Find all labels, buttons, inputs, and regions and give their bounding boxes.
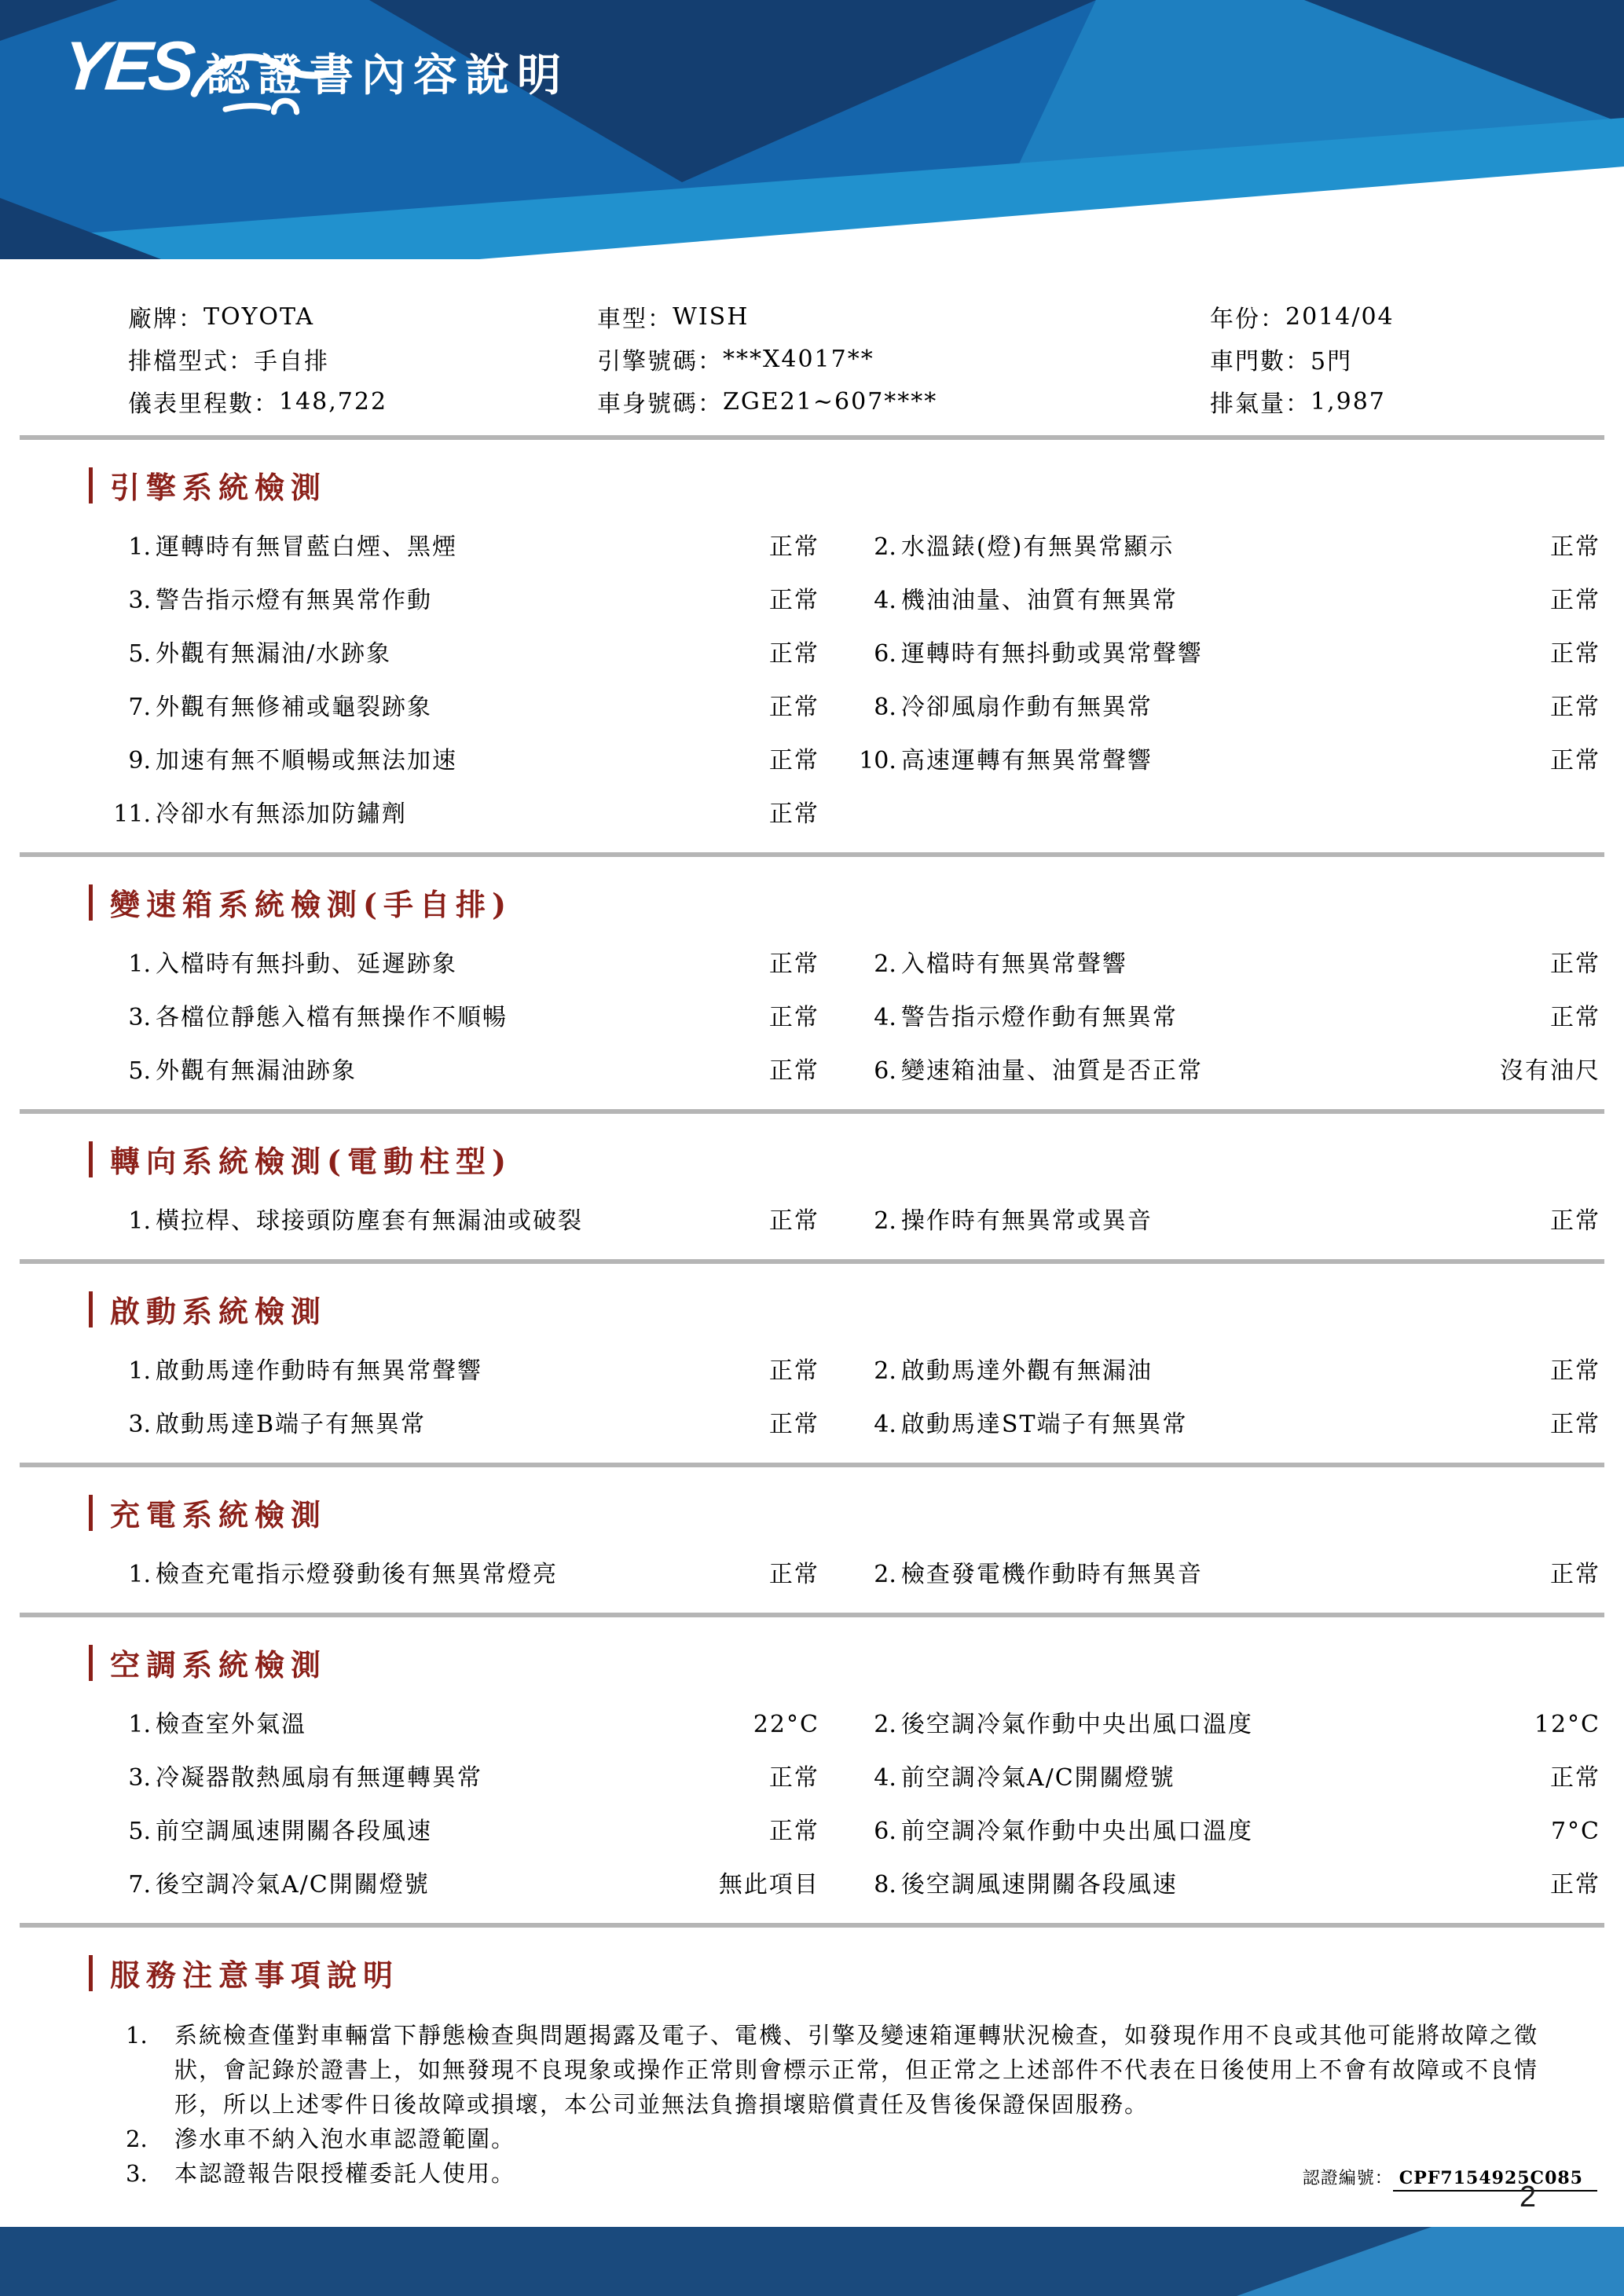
item-result: 正常: [768, 747, 819, 774]
section-items: [0, 1331, 1624, 1439]
section-title: 變速箱系統檢測(手自排): [110, 887, 512, 922]
inspection-item: [856, 533, 1600, 562]
item-label: 檢查室外氣溫: [156, 1711, 306, 1738]
inspection-sections: [0, 463, 1624, 1928]
inspection-item: [856, 1764, 1600, 1792]
item-number: 1.: [128, 1561, 151, 1588]
item-label: 警告指示燈有無異常作動: [156, 587, 432, 614]
section-divider: [20, 1613, 1604, 1617]
item-label: 檢查發電機作動時有無異音: [900, 1561, 1203, 1588]
notes-section-header: [0, 1951, 1624, 1994]
item-label: 入檔時有無抖動、延遲跡象: [156, 950, 457, 978]
item-label: 前空調冷氣A/C開關燈號: [900, 1764, 1175, 1792]
item-number: 8.: [874, 1871, 896, 1899]
info-field-mileage: 儀表里程數： 148,722: [128, 387, 388, 418]
item-number: 4.: [874, 587, 896, 614]
inspection-item: [110, 1357, 819, 1386]
item-label: 橫拉桿、球接頭防塵套有無漏油或破裂: [156, 1207, 583, 1235]
section-title: 啟動系統檢測: [110, 1294, 328, 1329]
item-label: 前空調風速開關各段風速: [156, 1818, 432, 1845]
item-result: 正常: [1550, 1871, 1600, 1899]
section-title-bar: [89, 1141, 93, 1177]
inspection-item: [856, 1057, 1600, 1086]
item-number: 2.: [874, 950, 896, 978]
item-number: 2.: [874, 533, 896, 561]
section-divider: [20, 852, 1604, 857]
item-result: 正常: [768, 1818, 819, 1845]
inspection-item: [856, 950, 1600, 979]
inspection-item: [110, 1207, 819, 1236]
item-result: 正常: [1550, 1764, 1600, 1792]
item-number: 4.: [874, 1004, 896, 1031]
section-divider: [20, 1109, 1604, 1114]
item-label: 檢查充電指示燈發動後有無異常燈亮: [156, 1561, 558, 1588]
section-title-bar: [89, 1645, 93, 1681]
item-result: 正常: [1550, 747, 1600, 774]
item-label: 外觀有無漏油跡象: [156, 1057, 357, 1085]
inspection-item: [856, 1711, 1600, 1739]
inspection-item: [856, 1871, 1600, 1899]
note-text: 系統檢查僅對車輛當下靜態檢查與問題揭露及電子、電機、引擎及變速箱運轉狀況檢查，如發現作用不良或其他可能將故障之徵狀，會記錄於證書上，如無發現不良現象或操作正常則會標示正常，但正常之上述部件不代表在日後使用上不會有故障或不良情形，所以上述零件日後故障或損壞，本公司並無法負擔損壞賠償責任及售後保證保固服務。: [174, 2022, 1539, 2118]
section-title-bar: [89, 467, 93, 504]
inspection-item: [856, 1411, 1600, 1439]
item-result: 正常: [768, 1411, 819, 1438]
note-item: [126, 2018, 1577, 2122]
item-number: 4.: [874, 1411, 896, 1438]
info-field-displacement: 排氣量： 1,987: [1210, 387, 1386, 418]
info-field-model: 車型： WISH: [597, 302, 750, 333]
item-label: 啟動馬達外觀有無漏油: [900, 1357, 1153, 1385]
section-header: [0, 1137, 1624, 1181]
info-field-brand: 廠牌： TOYOTA: [128, 302, 315, 333]
item-label: 外觀有無修補或龜裂跡象: [156, 694, 432, 721]
section-title: 空調系統檢測: [110, 1647, 328, 1683]
item-number: 5.: [128, 1057, 151, 1085]
inspection-item: [856, 1004, 1600, 1032]
item-number: 4.: [874, 1764, 896, 1792]
item-result: 正常: [1550, 533, 1600, 561]
info-field-doors: 車門數： 5門: [1210, 348, 1353, 375]
item-result: 正常: [768, 640, 819, 668]
section-header: [0, 463, 1624, 507]
item-result: 12°C: [1534, 1711, 1600, 1738]
item-number: 6.: [874, 640, 896, 668]
inspection-item: [110, 640, 819, 668]
item-label: 後空調冷氣A/C開關燈號: [156, 1871, 430, 1899]
item-result: 正常: [768, 1764, 819, 1792]
item-result: 正常: [1550, 1004, 1600, 1031]
yes-logo-text: YES: [58, 27, 196, 104]
item-number: 1.: [128, 533, 151, 561]
inspection-section: [0, 1137, 1624, 1264]
certificate-number: [1303, 2165, 1597, 2189]
inspection-item: [110, 1004, 819, 1032]
inspection-item: [110, 1711, 819, 1739]
section-header: [0, 1491, 1624, 1534]
item-number: 1.: [128, 1357, 151, 1385]
certificate-number-label: 認證編號：: [1302, 2169, 1393, 2188]
inspection-item: [110, 800, 819, 829]
section-divider: [20, 1923, 1604, 1928]
section-items: [0, 1534, 1624, 1589]
item-label: 啟動馬達ST端子有無異常: [900, 1411, 1188, 1438]
item-label: 冷卻風扇作動有無異常: [900, 694, 1153, 721]
item-number: 9.: [128, 747, 151, 774]
item-number: 3.: [128, 1004, 151, 1031]
item-result: 正常: [1550, 694, 1600, 721]
item-label: 冷卻水有無添加防鏽劑: [156, 800, 407, 828]
item-result: 正常: [768, 800, 819, 828]
inspection-item: [110, 747, 819, 775]
inspection-section: [0, 1641, 1624, 1928]
item-number: 5.: [128, 1818, 151, 1845]
item-result: 正常: [768, 1057, 819, 1085]
inspection-item: [856, 1818, 1600, 1846]
info-field-vin: 車身號碼： ZGE21~607****: [597, 387, 938, 418]
inspection-item: [110, 694, 819, 722]
item-label: 冷凝器散熱風扇有無運轉異常: [156, 1764, 482, 1792]
page-title: 認證書內容說明: [206, 50, 569, 100]
item-result: 7°C: [1550, 1818, 1600, 1845]
item-label: 水溫錶(燈)有無異常顯示: [900, 533, 1175, 561]
section-items: [0, 1181, 1624, 1236]
info-field-gearbox: 排檔型式： 手自排: [128, 348, 329, 375]
item-result: 正常: [768, 950, 819, 978]
inspection-section: [0, 881, 1624, 1114]
item-result: 沒有油尺: [1500, 1057, 1600, 1085]
item-label: 後空調冷氣作動中央出風口溫度: [900, 1711, 1253, 1738]
item-number: 2.: [874, 1711, 896, 1738]
item-result: 正常: [1550, 1357, 1600, 1385]
item-number: 7.: [128, 694, 151, 721]
item-number: 7.: [128, 1871, 151, 1899]
item-number: 2.: [874, 1207, 896, 1235]
inspection-item: [110, 1057, 819, 1086]
item-result: 正常: [768, 533, 819, 561]
note-item: [126, 2122, 1577, 2156]
note-number: 2.: [126, 2126, 148, 2152]
notes-section-title: 服務注意事項說明: [110, 1957, 400, 1993]
note-text: 本認證報告限授權委託人使用。: [174, 2160, 516, 2187]
item-result: 正常: [1550, 950, 1600, 978]
inspection-item: [110, 587, 819, 615]
section-header: [0, 1287, 1624, 1331]
item-number: 2.: [874, 1357, 896, 1385]
item-label: 操作時有無異常或異音: [900, 1207, 1153, 1235]
section-items: [0, 1684, 1624, 1899]
item-label: 後空調風速開關各段風速: [900, 1871, 1178, 1899]
item-number: 8.: [874, 694, 896, 721]
item-number: 6.: [874, 1818, 896, 1845]
section-header: [0, 1641, 1624, 1684]
inspection-section: [0, 1491, 1624, 1617]
item-number: 5.: [128, 640, 151, 668]
info-divider: [20, 435, 1604, 440]
page-number: 2: [1519, 2181, 1536, 2214]
inspection-section: [0, 1287, 1624, 1467]
item-result: 正常: [1550, 1561, 1600, 1588]
inspection-item: [110, 533, 819, 562]
item-label: 啟動馬達B端子有無異常: [156, 1411, 427, 1438]
inspection-section: [0, 463, 1624, 857]
inspection-item: [110, 1871, 819, 1899]
item-label: 警告指示燈作動有無異常: [900, 1004, 1178, 1031]
note-number: 1.: [126, 2022, 148, 2049]
item-result: 正常: [1550, 1411, 1600, 1438]
inspection-item: [856, 587, 1600, 615]
item-number: 6.: [874, 1057, 896, 1085]
inspection-item: [856, 694, 1600, 722]
inspection-item: [856, 640, 1600, 668]
item-result: 正常: [1550, 587, 1600, 614]
section-title-bar: [89, 884, 93, 921]
section-items: [0, 507, 1624, 829]
item-result: 22°C: [753, 1711, 819, 1738]
inspection-item: [856, 1561, 1600, 1589]
item-result: 正常: [768, 1004, 819, 1031]
item-label: 高速運轉有無異常聲響: [900, 747, 1153, 774]
section-title: 引擎系統檢測: [110, 470, 328, 505]
section-title: 轉向系統檢測(電動柱型): [110, 1144, 512, 1179]
item-number: 3.: [128, 1411, 151, 1438]
item-label: 變速箱油量、油質是否正常: [900, 1057, 1203, 1085]
inspection-item: [110, 1764, 819, 1792]
item-label: 加速有無不順暢或無法加速: [156, 747, 457, 774]
info-field-year: 年份： 2014/04: [1210, 302, 1395, 333]
section-title: 充電系統檢測: [110, 1497, 328, 1532]
item-label: 運轉時有無抖動或異常聲響: [900, 640, 1203, 668]
item-label: 各檔位靜態入檔有無操作不順暢: [156, 1004, 508, 1031]
item-label: 運轉時有無冒藍白煙、黑煙: [156, 533, 457, 561]
item-result: 無此項目: [718, 1871, 819, 1899]
footer-band: [0, 2227, 1624, 2296]
section-title-bar: [89, 1291, 93, 1327]
item-number: 3.: [128, 1764, 151, 1792]
item-label: 前空調冷氣作動中央出風口溫度: [900, 1818, 1253, 1845]
notes-section: [0, 1951, 1624, 2191]
section-title-bar: [89, 1955, 93, 1991]
item-number: 11.: [113, 800, 151, 828]
inspection-item: [856, 747, 1600, 775]
item-number: 2.: [874, 1561, 896, 1588]
item-result: 正常: [768, 587, 819, 614]
item-result: 正常: [768, 1561, 819, 1588]
inspection-item: [110, 1411, 819, 1439]
section-title-bar: [89, 1495, 93, 1531]
item-label: 啟動馬達作動時有無異常聲響: [156, 1357, 482, 1385]
item-number: 10.: [859, 747, 896, 774]
page-header: [0, 0, 1624, 259]
certificate-number-value: CPF7154925C085: [1393, 2168, 1597, 2192]
info-field-engine-no: 引擎號碼： ***X4017**: [597, 345, 874, 375]
note-number: 3.: [126, 2160, 148, 2187]
item-number: 1.: [128, 1207, 151, 1235]
item-number: 1.: [128, 950, 151, 978]
item-label: 外觀有無漏油/水跡象: [156, 640, 392, 668]
item-result: 正常: [1550, 1207, 1600, 1235]
item-number: 1.: [128, 1711, 151, 1738]
item-result: 正常: [1550, 640, 1600, 668]
section-divider: [20, 1463, 1604, 1467]
section-divider: [20, 1259, 1604, 1264]
inspection-item: [856, 1357, 1600, 1386]
inspection-item: [856, 1207, 1600, 1236]
item-result: 正常: [768, 694, 819, 721]
item-result: 正常: [768, 1357, 819, 1385]
section-items: [0, 924, 1624, 1086]
inspection-item: [110, 1818, 819, 1846]
section-header: [0, 881, 1624, 924]
note-text: 滲水車不納入泡水車認證範圍。: [174, 2126, 516, 2152]
item-label: 機油油量、油質有無異常: [900, 587, 1178, 614]
vehicle-info: [0, 259, 1624, 423]
item-label: 入檔時有無異常聲響: [900, 950, 1127, 978]
inspection-item: [110, 1561, 819, 1589]
inspection-item: [110, 950, 819, 979]
item-result: 正常: [768, 1207, 819, 1235]
item-number: 3.: [128, 587, 151, 614]
